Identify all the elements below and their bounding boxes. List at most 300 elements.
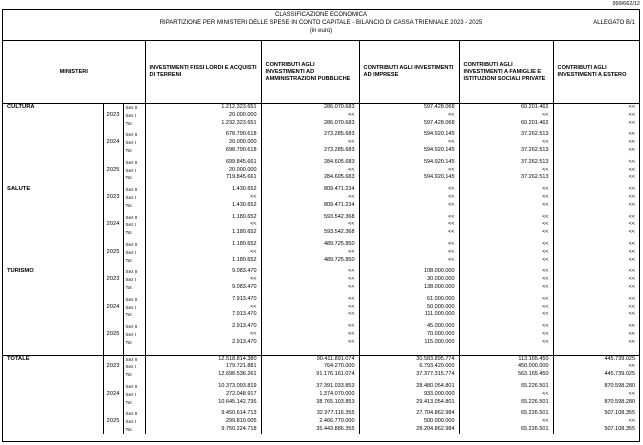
row-type: Sez II — [123, 214, 145, 222]
row-type: Sez I — [123, 221, 145, 229]
ministry-name — [3, 284, 103, 292]
year-label: 2023 — [103, 363, 123, 371]
value-cell: << — [459, 418, 553, 426]
value-cell: 113.165.450 — [459, 355, 553, 363]
value-cell: 1.180.652 — [145, 241, 261, 249]
table-header-row — [3, 41, 639, 104]
value-cell: << — [261, 167, 359, 175]
value-cell: << — [359, 249, 459, 257]
value-cell: 61.000.000 — [359, 296, 459, 304]
ministry-name — [3, 139, 103, 147]
budget-table — [3, 41, 639, 434]
value-cell: << — [553, 304, 639, 312]
value-cell: << — [553, 167, 639, 175]
table-row — [3, 241, 639, 249]
value-cell: << — [459, 249, 553, 257]
ministry-name — [3, 241, 103, 249]
table-row — [3, 383, 639, 391]
value-cell: << — [145, 331, 261, 339]
year-label — [103, 120, 123, 128]
table-row — [3, 229, 639, 237]
document-frame — [2, 9, 640, 442]
value-cell: 90.411.891.074 — [261, 355, 359, 363]
value-cell: 2.466.770.000 — [261, 418, 359, 426]
value-cell: 284.605.683 — [261, 159, 359, 167]
row-type: Sez II — [123, 296, 145, 304]
value-cell: << — [261, 304, 359, 312]
row-type: Tot — [123, 284, 145, 292]
value-cell: << — [145, 304, 261, 312]
table-row — [3, 399, 639, 407]
value-cell: << — [553, 284, 639, 292]
table-row — [3, 311, 639, 319]
table-row — [3, 221, 639, 229]
ministry-name — [3, 202, 103, 210]
value-cell: 27.704.862.984 — [359, 410, 459, 418]
document-subtitle: RIPARTIZIONE PER MINISTERI DELLE SPESE IN CONTO CAPITALE - BILANCIO DI CASSA TRIENNALE 2023 - 2025 — [159, 20, 483, 26]
year-label — [103, 383, 123, 391]
row-type: Tot — [123, 399, 145, 407]
row-type: Sez II — [123, 355, 145, 363]
value-cell: 138.000.000 — [359, 284, 459, 292]
table-row — [3, 214, 639, 222]
year-label — [103, 241, 123, 249]
year-label — [103, 147, 123, 155]
year-label — [103, 159, 123, 167]
table-row — [3, 355, 639, 363]
year-label — [103, 399, 123, 407]
year-label — [103, 371, 123, 379]
column-header-contributi-imprese: CONTRIBUTI AGLI INVESTIMENTI AD IMPRESE — [359, 41, 459, 104]
value-cell: << — [553, 112, 639, 120]
value-cell: 1.232.323.651 — [145, 120, 261, 128]
value-cell: << — [261, 323, 359, 331]
row-type: Sez II — [123, 268, 145, 276]
year-label: 2025 — [103, 167, 123, 175]
year-label: 2023 — [103, 112, 123, 120]
value-cell: << — [261, 112, 359, 120]
ministry-name: CULTURA — [7, 104, 35, 110]
value-cell: 45.000.000 — [359, 323, 459, 331]
value-cell: 593.542.368 — [261, 214, 359, 222]
value-cell: 65.226.501 — [459, 410, 553, 418]
year-label — [103, 104, 123, 112]
value-cell: << — [553, 257, 639, 265]
ministry-name — [3, 167, 103, 175]
table-row — [3, 410, 639, 418]
table-row — [3, 174, 639, 182]
value-cell: << — [553, 331, 639, 339]
value-cell: 35.443.886.355 — [261, 426, 359, 434]
row-type: Sez I — [123, 249, 145, 257]
table-row — [3, 120, 639, 128]
value-cell: << — [459, 214, 553, 222]
value-cell: << — [261, 311, 359, 319]
year-label: 2025 — [103, 331, 123, 339]
ministry-name — [3, 159, 103, 167]
table-row — [3, 339, 639, 347]
year-label: 2024 — [103, 391, 123, 399]
ministry-name — [3, 147, 103, 155]
value-cell: 2.913.470 — [145, 339, 261, 347]
year-label — [103, 311, 123, 319]
value-cell: << — [359, 167, 459, 175]
row-type: Sez I — [123, 167, 145, 175]
table-row — [3, 104, 639, 112]
value-cell: << — [459, 339, 553, 347]
table-row — [3, 167, 639, 175]
row-type: Tot — [123, 229, 145, 237]
year-label — [103, 355, 123, 363]
value-cell: << — [261, 139, 359, 147]
table-row — [3, 426, 639, 434]
value-cell: 450.000.000 — [459, 363, 553, 371]
value-cell: << — [553, 418, 639, 426]
value-cell: 60.201.462 — [459, 104, 553, 112]
value-cell: 65.226.501 — [459, 399, 553, 407]
value-cell: 10.373.093.819 — [145, 383, 261, 391]
value-cell: 2.913.470 — [145, 323, 261, 331]
year-label — [103, 284, 123, 292]
value-cell: 284.605.683 — [261, 174, 359, 182]
value-cell: << — [553, 202, 639, 210]
value-cell: << — [459, 139, 553, 147]
year-label — [103, 339, 123, 347]
document-reference: 999/662/12 — [612, 1, 640, 7]
value-cell: << — [553, 186, 639, 194]
table-row — [3, 147, 639, 155]
ministry-name: SALUTE — [7, 186, 31, 193]
row-type: Tot — [123, 426, 145, 434]
row-type: Tot — [123, 257, 145, 265]
value-cell: 65.226.501 — [459, 383, 553, 391]
row-type: Sez II — [123, 241, 145, 249]
value-cell: 445.739.025 — [553, 371, 639, 379]
table-row — [3, 296, 639, 304]
row-type: Sez I — [123, 391, 145, 399]
allegato-label: ALLEGATO B/1 — [593, 20, 635, 26]
year-label — [103, 296, 123, 304]
value-cell: 597.428.068 — [359, 104, 459, 112]
value-cell: 1.180.652 — [145, 257, 261, 265]
value-cell: << — [553, 296, 639, 304]
value-cell: 507.108.355 — [553, 410, 639, 418]
value-cell: 9.083.470 — [145, 268, 261, 276]
value-cell: 597.428.068 — [359, 120, 459, 128]
value-cell: << — [459, 167, 553, 175]
value-cell: 6.793.420.000 — [359, 363, 459, 371]
year-label — [103, 257, 123, 265]
value-cell: << — [553, 131, 639, 139]
value-cell: << — [261, 339, 359, 347]
value-cell: << — [261, 268, 359, 276]
value-cell: << — [459, 296, 553, 304]
value-cell: 272.048.917 — [145, 391, 261, 399]
value-cell: << — [553, 221, 639, 229]
value-cell: 594.920.145 — [359, 174, 459, 182]
value-cell: 28.480.054.801 — [359, 383, 459, 391]
ministry-name — [3, 363, 103, 371]
table-row — [3, 363, 639, 371]
table-row — [3, 112, 639, 120]
value-cell: 50.000.000 — [359, 304, 459, 312]
value-cell: << — [145, 249, 261, 257]
row-type: Sez I — [123, 331, 145, 339]
document-header — [3, 10, 639, 41]
ministry-name — [3, 323, 103, 331]
table-row — [3, 418, 639, 426]
value-cell: << — [459, 276, 553, 284]
year-label — [103, 131, 123, 139]
value-cell: 108.000.000 — [359, 268, 459, 276]
value-cell: 9.450.614.713 — [145, 410, 261, 418]
value-cell: << — [261, 194, 359, 202]
value-cell: << — [459, 268, 553, 276]
ministry-name: TURISMO — [7, 268, 34, 275]
value-cell: << — [553, 311, 639, 319]
row-type: Tot — [123, 339, 145, 347]
column-header-ministeri: MINISTERI — [3, 41, 145, 104]
value-cell: 70.000.000 — [359, 331, 459, 339]
value-cell: << — [459, 311, 553, 319]
value-cell: 1.180.652 — [145, 214, 261, 222]
value-cell: << — [359, 139, 459, 147]
value-cell: 115.000.000 — [359, 339, 459, 347]
ministry-name — [3, 257, 103, 265]
value-cell: << — [553, 120, 639, 128]
value-cell: 37.262.513 — [459, 147, 553, 155]
value-cell: << — [553, 139, 639, 147]
table-body — [3, 104, 639, 434]
table-row — [3, 331, 639, 339]
value-cell: << — [359, 202, 459, 210]
ministry-name — [3, 214, 103, 222]
value-cell: 20.000.000 — [145, 139, 261, 147]
value-cell: 37.391.033.853 — [261, 383, 359, 391]
year-label — [103, 323, 123, 331]
value-cell: 286.070.683 — [261, 120, 359, 128]
year-label — [103, 214, 123, 222]
value-cell: << — [553, 214, 639, 222]
value-cell: << — [261, 331, 359, 339]
ministry-name — [3, 391, 103, 399]
ministry-name — [3, 221, 103, 229]
ministry-name: TOTALE — [3, 355, 103, 363]
value-cell: 9.750.224.718 — [145, 426, 261, 434]
year-label: 2023 — [103, 194, 123, 202]
row-type: Tot — [123, 120, 145, 128]
row-type: Sez II — [123, 131, 145, 139]
value-cell: 593.542.368 — [261, 229, 359, 237]
ministry-name — [3, 131, 103, 139]
value-cell: 489.725.850 — [261, 257, 359, 265]
value-cell: 809.471.234 — [261, 202, 359, 210]
value-cell: 29.413.054.801 — [359, 399, 459, 407]
row-type: Tot — [123, 174, 145, 182]
value-cell: << — [553, 104, 639, 112]
row-type: Sez II — [123, 410, 145, 418]
ministry-name — [3, 311, 103, 319]
ministry-name — [3, 112, 103, 120]
value-cell: << — [261, 276, 359, 284]
table-row — [3, 159, 639, 167]
row-type: Sez II — [123, 186, 145, 194]
value-cell: << — [553, 363, 639, 371]
value-cell: 65.226.501 — [459, 426, 553, 434]
value-cell: 37.377.315.774 — [359, 371, 459, 379]
value-cell: << — [459, 194, 553, 202]
value-cell: 7.913.470 — [145, 296, 261, 304]
year-label — [103, 426, 123, 434]
year-label: 2024 — [103, 139, 123, 147]
value-cell: 12.698.536.261 — [145, 371, 261, 379]
value-cell: 870.598.280 — [553, 383, 639, 391]
value-cell: << — [359, 112, 459, 120]
value-cell: 91.176.161.074 — [261, 371, 359, 379]
value-cell: 500.000.000 — [359, 418, 459, 426]
column-header-contributi-ap: CONTRIBUTI AGLI INVESTIMENTI AD AMMINISTRAZIONI PUBBLICHE — [261, 41, 359, 104]
column-header-contributi-estero: CONTRIBUTI AGLI INVESTIMENTI A ESTERO — [553, 41, 639, 104]
value-cell: 1.212.323.651 — [145, 104, 261, 112]
value-cell: 507.108.355 — [553, 426, 639, 434]
value-cell: << — [553, 249, 639, 257]
value-cell: << — [553, 147, 639, 155]
value-cell: 60.201.462 — [459, 120, 553, 128]
value-cell: 563.165.450 — [459, 371, 553, 379]
value-cell: << — [459, 202, 553, 210]
ministry-name — [3, 383, 103, 391]
value-cell: 20.000.000 — [145, 112, 261, 120]
value-cell: 37.262.513 — [459, 174, 553, 182]
row-type: Sez II — [123, 159, 145, 167]
table-row — [3, 186, 639, 194]
ministry-name — [3, 249, 103, 257]
value-cell: 719.845.661 — [145, 174, 261, 182]
year-label: 2025 — [103, 418, 123, 426]
value-cell: 286.070.683 — [261, 104, 359, 112]
value-cell: 678.790.618 — [145, 131, 261, 139]
value-cell: << — [459, 331, 553, 339]
value-cell: << — [459, 257, 553, 265]
column-header-contributi-famiglie: CONTRIBUTI AGLI INVESTIMENTI A FAMIGLIE E ISTITUZIONI SOCIALI PRIVATE — [459, 41, 553, 104]
value-cell: 273.285.683 — [261, 147, 359, 155]
table-row — [3, 284, 639, 292]
table-row — [3, 202, 639, 210]
value-cell: 273.285.683 — [261, 131, 359, 139]
value-cell: 809.471.234 — [261, 186, 359, 194]
value-cell: << — [553, 391, 639, 399]
value-cell: 38.765.103.853 — [261, 399, 359, 407]
ministry-name — [3, 296, 103, 304]
ministry-name — [3, 304, 103, 312]
table-row — [3, 139, 639, 147]
year-label — [103, 174, 123, 182]
value-cell: 1.180.652 — [145, 229, 261, 237]
value-cell: << — [261, 221, 359, 229]
row-type: Sez II — [123, 383, 145, 391]
ministry-name — [3, 276, 103, 284]
value-cell: << — [553, 229, 639, 237]
value-cell: << — [359, 221, 459, 229]
row-type: Sez I — [123, 139, 145, 147]
ministry-name — [3, 174, 103, 182]
ministry-name — [3, 426, 103, 434]
row-type: Sez I — [123, 304, 145, 312]
value-cell: << — [459, 112, 553, 120]
value-cell: 32.977.116.355 — [261, 410, 359, 418]
row-type: Sez I — [123, 363, 145, 371]
table-row — [3, 257, 639, 265]
value-cell: << — [459, 221, 553, 229]
row-type: Tot — [123, 147, 145, 155]
value-cell: << — [261, 284, 359, 292]
ministry-name — [3, 339, 103, 347]
column-header-investimenti-fissi: INVESTIMENTI FISSI LORDI E ACQUISTI DI TERRENI — [145, 41, 261, 104]
value-cell: 594.920.145 — [359, 131, 459, 139]
value-cell: 12.518.814.380 — [145, 355, 261, 363]
value-cell: << — [459, 229, 553, 237]
year-label: 2024 — [103, 304, 123, 312]
value-cell: 37.262.513 — [459, 159, 553, 167]
ministry-name — [3, 120, 103, 128]
value-cell: << — [459, 391, 553, 399]
value-cell: 698.790.618 — [145, 147, 261, 155]
value-cell: << — [261, 249, 359, 257]
value-cell: 299.810.005 — [145, 418, 261, 426]
value-cell: << — [459, 186, 553, 194]
value-cell: 699.845.661 — [145, 159, 261, 167]
value-cell: << — [459, 323, 553, 331]
value-cell: << — [553, 323, 639, 331]
value-cell: 28.204.862.984 — [359, 426, 459, 434]
ministry-name — [3, 410, 103, 418]
row-type: Tot — [123, 202, 145, 210]
value-cell: << — [459, 241, 553, 249]
value-cell: 30.583.895.774 — [359, 355, 459, 363]
year-label: 2024 — [103, 221, 123, 229]
value-cell: << — [553, 159, 639, 167]
ministry-name — [3, 229, 103, 237]
year-label: 2025 — [103, 249, 123, 257]
row-type: Tot — [123, 311, 145, 319]
table-row — [3, 371, 639, 379]
year-label — [103, 229, 123, 237]
value-cell: << — [553, 194, 639, 202]
ministry-name — [3, 399, 103, 407]
value-cell: 1.374.070.000 — [261, 391, 359, 399]
value-cell: 489.725.850 — [261, 241, 359, 249]
year-label: 2023 — [103, 276, 123, 284]
value-cell: << — [553, 276, 639, 284]
value-cell: << — [459, 284, 553, 292]
value-cell: << — [359, 194, 459, 202]
value-cell: 933.000.000 — [359, 391, 459, 399]
value-cell: 9.083.470 — [145, 284, 261, 292]
value-cell: << — [553, 268, 639, 276]
value-cell: 1.430.652 — [145, 186, 261, 194]
value-cell: << — [359, 214, 459, 222]
ministry-name — [3, 331, 103, 339]
value-cell: << — [359, 229, 459, 237]
value-cell: 445.739.025 — [553, 355, 639, 363]
table-row — [3, 276, 639, 284]
value-cell: 1.430.652 — [145, 202, 261, 210]
row-type: Sez I — [123, 276, 145, 284]
value-cell: 594.920.145 — [359, 159, 459, 167]
value-cell: << — [553, 339, 639, 347]
year-label — [103, 202, 123, 210]
value-cell: 179.721.881 — [145, 363, 261, 371]
